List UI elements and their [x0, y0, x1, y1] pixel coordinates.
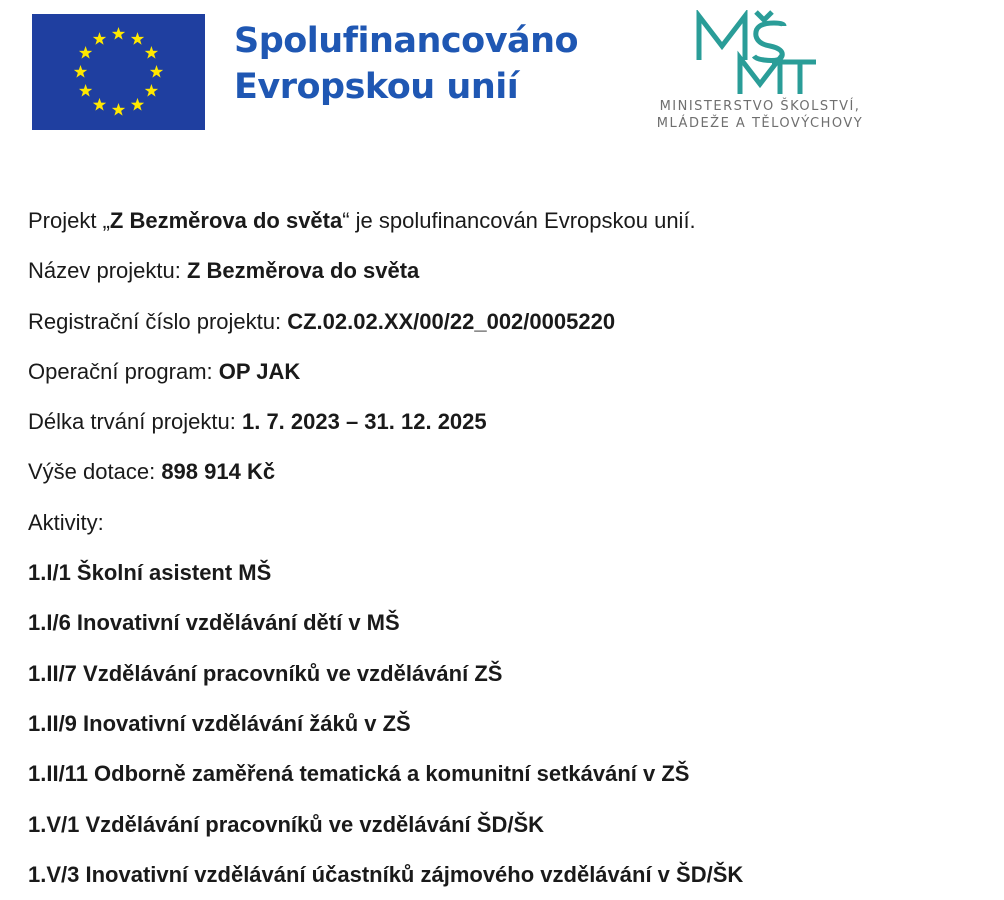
ministry-name: [630, 98, 890, 132]
activity-item: 1.II/11 Odborně zaměřená tematická a komunitní setkávání v ZŠ: [28, 761, 690, 787]
activities-heading: Aktivity:: [28, 509, 104, 535]
ministry-line-1: MINISTERSTVO ŠKOLSTVÍ,: [659, 99, 861, 114]
registration-line: [28, 297, 988, 347]
project-name-value: Z Bezměrova do světa: [186, 258, 420, 284]
program-line: [28, 347, 988, 397]
eu-flag-icon: [32, 14, 205, 130]
activity-item: 1.I/6 Inovativní vzdělávání dětí v MŠ: [28, 610, 400, 636]
intro-project-name: Z Bezměrova do světa: [109, 208, 343, 233]
cofinanced-line-2: Evropskou unií: [234, 67, 519, 107]
grant-value: 898 914 Kč: [161, 459, 276, 485]
project-info: [28, 196, 988, 900]
activity-item: 1.I/1 Školní asistent MŠ: [28, 560, 272, 586]
cofinanced-line-1: Spolufinancováno: [234, 21, 579, 61]
grant-line: [28, 447, 988, 497]
intro-prefix: Projekt „: [28, 208, 110, 233]
activity-item: 1.V/3 Inovativní vzdělávání účastníků zájmového vzdělávání v ŠD/ŠK: [28, 861, 744, 887]
activity-item: 1.V/1 Vzdělávání pracovníků ve vzdělávání ŠD/ŠK: [28, 811, 545, 837]
project-name-label: Název projektu:: [28, 258, 187, 284]
registration-value: CZ.02.02.XX/00/22_002/0005220: [287, 308, 616, 334]
duration-label: Délka trvání projektu:: [28, 409, 242, 435]
duration-value: 1. 7. 2023 – 31. 12. 2025: [241, 409, 487, 435]
program-value: OP JAK: [218, 358, 301, 384]
cofinanced-title: [234, 18, 578, 110]
duration-line: [28, 397, 988, 447]
registration-label: Registrační číslo projektu:: [28, 308, 288, 334]
msmt-logo: [630, 10, 890, 135]
grant-label: Výše dotace:: [28, 459, 162, 485]
header: [0, 0, 1004, 150]
msmt-logo-icon: [694, 10, 818, 103]
activity-item: 1.II/7 Vzdělávání pracovníků ve vzdělávání ZŠ: [28, 660, 503, 686]
activity-item: 1.II/9 Inovativní vzdělávání žáků v ZŠ: [28, 710, 411, 736]
ministry-line-2: MLÁDEŽE A TĚLOVÝCHOVY: [656, 116, 864, 131]
intro-suffix: “ je spolufinancován Evropskou unií.: [342, 208, 696, 233]
program-label: Operační program:: [28, 358, 219, 384]
project-name-line: [28, 246, 988, 296]
intro-line: [28, 196, 988, 246]
